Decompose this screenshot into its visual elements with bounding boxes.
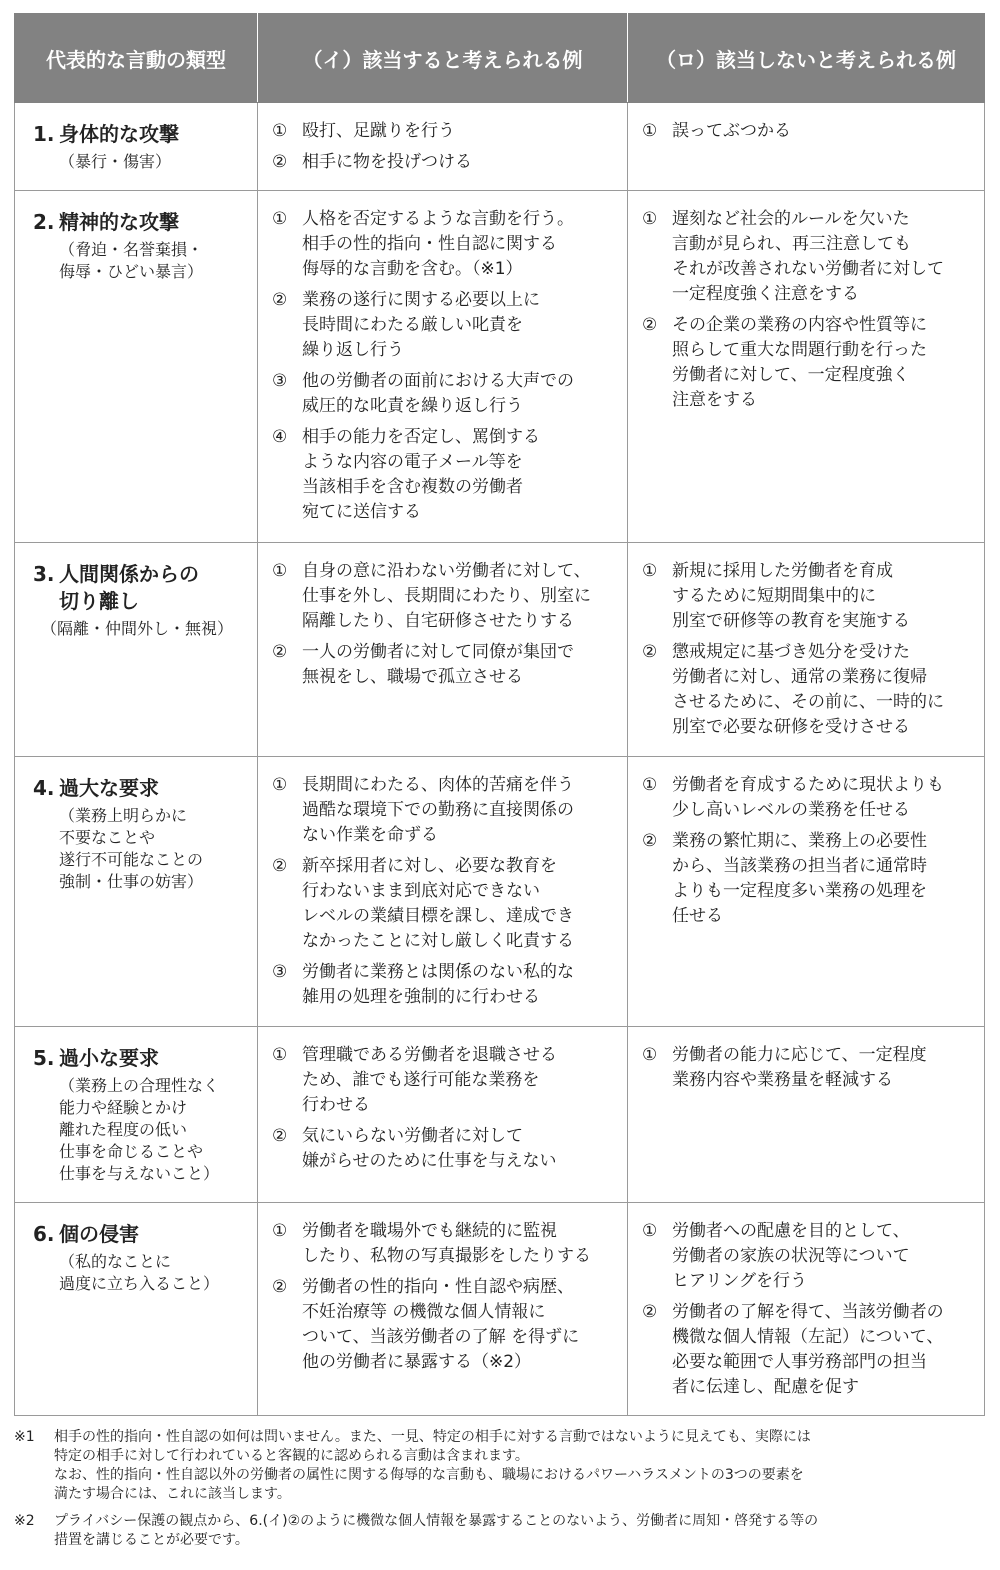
list-item: ① 労働者を職場外でも継続的に監視 したり、私物の写真撮影をしたりする	[272, 1221, 591, 1266]
list-item: ② 懲戒規定に基づき処分を受けた 労働者に対し、通常の業務に復帰 させるために、その前に、一時的に 別室で必要な研修を受けさせる	[642, 642, 944, 737]
footnote-text: 相手の性的指向・性自認の如何は問いません。また、一見、特定の相手に対する言動ではないように見えても、実際には 特定の相手に対して行われていると客観的に認められる言動は含まれます。 なお、性的指向・性自認以外の労働者の属性に関する侮辱的な言動も、職場におけるパワーハラスメントの3つの要素を 満たす場合には、これに該当します。	[54, 1429, 811, 1502]
header-not-applicable: （ロ）該当しないと考えられる例	[628, 14, 985, 103]
table-row	[15, 1203, 985, 1416]
list-item: ④ 相手の能力を否定し、罵倒する ような内容の電子メール等を 当該相手を含む複数の労働者 宛てに送信する	[272, 427, 540, 522]
not-applicable-cell	[628, 757, 985, 1027]
header-applicable: （イ）該当すると考えられる例	[258, 14, 628, 103]
type-name: 個の侵害	[59, 1222, 139, 1246]
list-item: ① 新規に採用した労働者を育成 するために短期間集中的に 別室で研修等の教育を実施する	[642, 561, 910, 631]
type-name: 身体的な攻撃	[59, 122, 179, 146]
type-number: 5.	[33, 1046, 55, 1070]
list-item: ① 労働者の能力に応じて、一定程度 業務内容や業務量を軽減する	[642, 1045, 927, 1090]
list-item: ① 労働者を育成するために現状よりも 少し高いレベルの業務を任せる	[642, 775, 944, 820]
applicable-cell	[258, 191, 628, 543]
list-item: ① 遅刻など社会的ルールを欠いた 言動が見られ、再三注意しても それが改善されない労働者に対して 一定程度強く注意をする	[642, 209, 944, 304]
not-applicable-cell	[628, 191, 985, 543]
list-item: ① 長期間にわたる、肉体的苦痛を伴う 過酷な環境下での勤務に直接関係の ない作業を命ずる	[272, 775, 574, 845]
list-item: ① 殴打、足蹴りを行う	[272, 121, 455, 141]
type-description: （隔離・仲間外し・無視）	[41, 619, 234, 638]
type-number: 3.	[33, 562, 55, 586]
applicable-cell	[258, 1203, 628, 1416]
list-item: ② 相手に物を投げつける	[272, 152, 472, 172]
type-cell	[15, 191, 258, 543]
list-item: ② 新卒採用者に対し、必要な教育を 行わないまま到底対応できない レベルの業績目標を課し、達成でき なかったことに対し厳しく叱責する	[272, 856, 574, 951]
type-cell	[15, 757, 258, 1027]
footnote-text: プライバシー保護の観点から、6.(イ)②のように機微な個人情報を暴露することのないよう、労働者に周知・啓発する等の 措置を講じることが必要です。	[54, 1513, 819, 1548]
type-description: （業務上の合理性なく 能力や経験とかけ 離れた程度の低い 仕事を命じることや 仕事を与えないこと）	[59, 1076, 220, 1183]
list-item: ② 業務の繁忙期に、業務上の必要性 から、当該業務の担当者に通常時 よりも一定程度多い業務の処理を 任せる	[642, 831, 927, 926]
type-number: 1.	[33, 122, 55, 146]
type-description: （私的なことに 過度に立ち入ること）	[59, 1252, 220, 1293]
applicable-cell	[258, 103, 628, 191]
type-number: 4.	[33, 776, 55, 800]
applicable-cell	[258, 757, 628, 1027]
type-name: 過小な要求	[59, 1046, 159, 1070]
footnote-mark: ※2	[14, 1513, 35, 1529]
list-item: ① 労働者への配慮を目的として、 労働者の家族の状況等について ヒアリングを行う	[642, 1221, 910, 1291]
list-item: ① 自身の意に沿わない労働者に対して、 仕事を外し、長期間にわたり、別室に 隔離したり、自宅研修させたりする	[272, 561, 591, 631]
type-description: （業務上明らかに 不要なことや 遂行不可能なことの 強制・仕事の妨害）	[59, 806, 204, 891]
type-cell	[15, 543, 258, 757]
type-description: （暴行・傷害）	[59, 152, 172, 171]
footnotes	[14, 1428, 984, 1558]
type-number: 6.	[33, 1222, 55, 1246]
table-row	[15, 543, 985, 757]
harassment-table	[14, 13, 985, 1416]
list-item: ① 人格を否定するような言動を行う。 相手の性的指向・性自認に関する 侮辱的な言動を含む。（※1）	[272, 209, 574, 279]
list-item: ② 気にいらない労働者に対して 嫌がらせのために仕事を与えない	[272, 1126, 557, 1171]
footnote-mark: ※1	[14, 1429, 35, 1445]
list-item: ② 労働者の了解を得て、当該労働者の 機微な個人情報（左記）について、 必要な範囲で人事労務部門の担当 者に伝達し、配慮を促す	[642, 1302, 944, 1397]
not-applicable-cell	[628, 543, 985, 757]
list-item: ③ 他の労働者の面前における大声での 威圧的な叱責を繰り返し行う	[272, 371, 574, 416]
list-item: ② 一人の労働者に対して同僚が集団で 無視をし、職場で孤立させる	[272, 642, 574, 687]
applicable-cell	[258, 543, 628, 757]
table-row	[15, 103, 985, 191]
table-row	[15, 757, 985, 1027]
list-item: ① 誤ってぶつかる	[642, 121, 791, 141]
list-item: ② 労働者の性的指向・性自認や病歴、 不妊治療等 の機微な個人情報に ついて、当該労働者の了解 を得ずに 他の労働者に暴露する（※2）	[272, 1277, 580, 1372]
table-row	[15, 191, 985, 543]
header-type: 代表的な言動の類型	[15, 14, 258, 103]
list-item: ② その企業の業務の内容や性質等に 照らして重大な問題行動を行った 労働者に対して、一定程度強く 注意をする	[642, 315, 927, 410]
not-applicable-cell	[628, 1027, 985, 1203]
footnote	[14, 1512, 984, 1550]
table-header-row	[15, 14, 985, 103]
type-name: 過大な要求	[59, 776, 159, 800]
not-applicable-cell	[628, 1203, 985, 1416]
type-description: （脅迫・名誉棄損・ 侮辱・ひどい暴言）	[59, 240, 204, 281]
type-number: 2.	[33, 210, 55, 234]
list-item: ② 業務の遂行に関する必要以上に 長時間にわたる厳しい叱責を 繰り返し行う	[272, 290, 540, 360]
type-cell	[15, 1203, 258, 1416]
type-cell	[15, 1027, 258, 1203]
footnote	[14, 1428, 984, 1504]
not-applicable-cell	[628, 103, 985, 191]
table-row	[15, 1027, 985, 1203]
type-name: 精神的な攻撃	[59, 210, 179, 234]
applicable-cell	[258, 1027, 628, 1203]
list-item: ③ 労働者に業務とは関係のない私的な 雑用の処理を強制的に行わせる	[272, 962, 574, 1007]
list-item: ① 管理職である労働者を退職させる ため、誰でも遂行可能な業務を 行わせる	[272, 1045, 557, 1115]
type-cell	[15, 103, 258, 191]
type-name: 人間関係からの 切り離し	[59, 562, 199, 613]
